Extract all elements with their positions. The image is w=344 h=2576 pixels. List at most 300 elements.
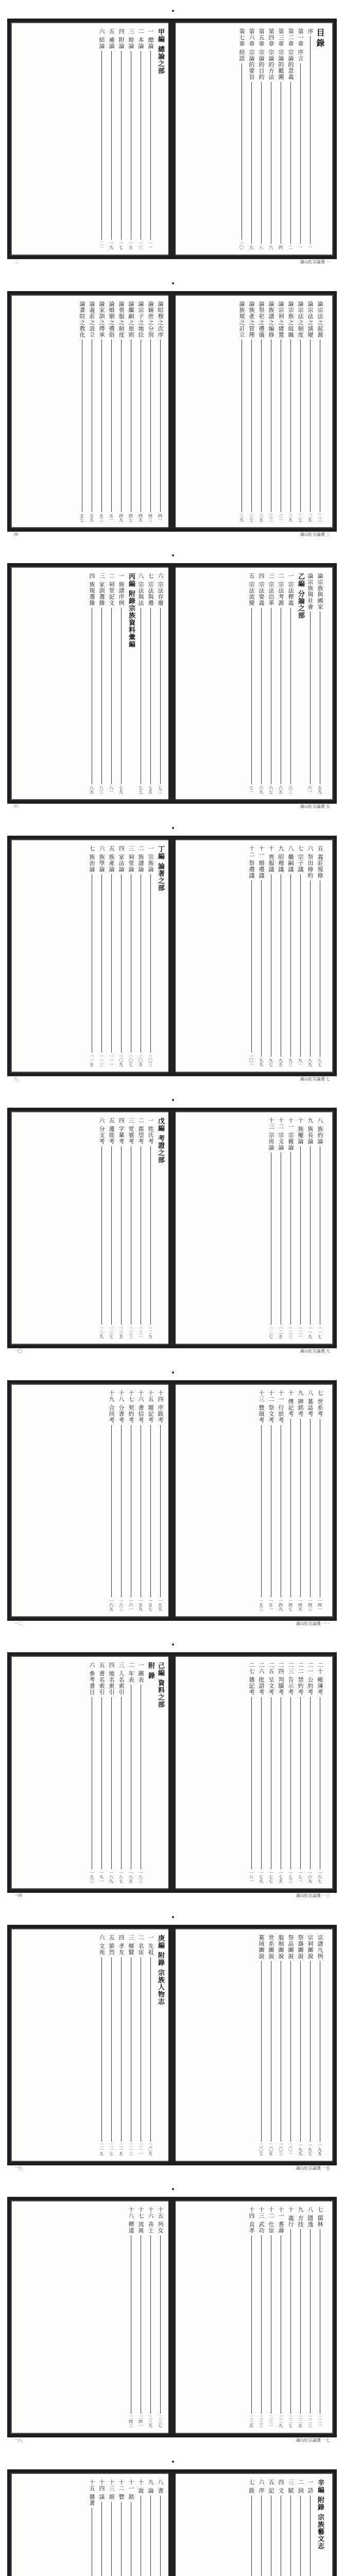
page-number: 二二三 bbox=[307, 2415, 313, 2428]
page-number: 二一 bbox=[99, 241, 104, 249]
entry-text: 二 祠堂記文 bbox=[108, 573, 115, 606]
entry-text: 十 喪服議 bbox=[268, 845, 274, 873]
toc-entry bbox=[127, 1935, 135, 2156]
page-title bbox=[316, 28, 324, 249]
spread bbox=[0, 1906, 344, 2179]
leader-line bbox=[261, 608, 262, 785]
toc-entry bbox=[127, 1117, 135, 1338]
page-number: 二〇五 bbox=[268, 2143, 273, 2156]
toc-entry bbox=[97, 1662, 106, 1883]
entry-text: 二 郡望考 bbox=[137, 1117, 144, 1145]
toc-entry bbox=[97, 2479, 106, 2576]
toc-entry bbox=[257, 1662, 265, 1883]
page-number: 一五 bbox=[128, 241, 133, 249]
entry-text: 第七章 結語 bbox=[238, 28, 245, 62]
entry-text: 十 傳記考 bbox=[287, 1390, 294, 1417]
leader-line bbox=[251, 82, 252, 244]
toc-entry bbox=[127, 28, 135, 249]
entry-text: 四 附論 bbox=[118, 28, 125, 49]
leader-line bbox=[290, 1153, 291, 1325]
leader-line bbox=[290, 2229, 291, 2414]
entry-text: 丙編 附錄宗族資料彙編 bbox=[127, 573, 135, 648]
page-number: 八一 bbox=[109, 786, 114, 794]
toc-entry bbox=[127, 2479, 135, 2576]
page-number: 二三七 bbox=[158, 2415, 163, 2428]
toc-entry bbox=[296, 845, 304, 1066]
toc-entry bbox=[247, 28, 255, 249]
leader-line bbox=[290, 82, 291, 244]
leader-line bbox=[300, 63, 301, 244]
leader-line bbox=[150, 1957, 151, 2142]
page-number: 二五 bbox=[307, 514, 313, 522]
toc-entry bbox=[146, 1390, 154, 1611]
entry-text: 二三 告示考 bbox=[287, 1662, 294, 1696]
entry-text: 六 祭田條約 bbox=[307, 845, 314, 879]
toc-entry bbox=[237, 301, 246, 522]
entry-text: 三 餘論 bbox=[128, 28, 134, 49]
toc-entry bbox=[267, 573, 275, 794]
page-frame bbox=[7, 563, 337, 809]
leader-line bbox=[310, 1697, 311, 1870]
leader-line bbox=[290, 608, 291, 785]
toc-entry bbox=[107, 1935, 115, 2156]
leader-line bbox=[111, 874, 112, 1053]
toc-entry bbox=[97, 301, 106, 522]
leader-line bbox=[101, 1697, 102, 1870]
right-page bbox=[175, 1117, 329, 1338]
toc-entry bbox=[277, 1935, 285, 2156]
leader-line bbox=[290, 1697, 291, 1870]
toc-entry bbox=[156, 1390, 164, 1611]
leader-line bbox=[121, 1425, 122, 1598]
entry-text: 第三章 宗論的範圍 bbox=[278, 28, 284, 80]
entry-text: 三 鄉賢 bbox=[128, 1935, 134, 1956]
toc-entry bbox=[88, 1662, 96, 1883]
page-number: 一三七 bbox=[109, 1326, 114, 1338]
page-number: 一八三 bbox=[138, 1871, 143, 1883]
page-number: 八三 bbox=[99, 786, 104, 794]
entry-text: 四 宗法要義 bbox=[258, 573, 265, 606]
toc-entry bbox=[286, 573, 295, 794]
left-page bbox=[15, 1117, 169, 1338]
spread bbox=[0, 817, 344, 1090]
leader-line bbox=[121, 51, 122, 240]
toc-entry bbox=[306, 2207, 314, 2428]
leader-line bbox=[111, 608, 112, 785]
entry-text: 十一 宗親論 bbox=[287, 1117, 294, 1151]
leader-line bbox=[310, 36, 311, 244]
page-number: 一四三 bbox=[307, 1599, 313, 1611]
entry-text: 五 族產論 bbox=[108, 845, 115, 873]
page-number: 一二七 bbox=[268, 1326, 273, 1338]
page-number: 一三一 bbox=[138, 1326, 143, 1338]
left-page bbox=[15, 1662, 169, 1883]
page-number: 一 bbox=[298, 245, 303, 249]
entry-text: 五 義莊規條 bbox=[317, 845, 323, 879]
leader-line bbox=[261, 2496, 262, 2576]
entry-text: 第六章 宗論的要旨 bbox=[248, 28, 255, 80]
left-page bbox=[15, 2479, 169, 2576]
toc-entry bbox=[247, 845, 255, 1066]
entry-text: 七 宗法與禮 bbox=[147, 573, 154, 606]
entry-text: 二 族譜論 bbox=[137, 845, 144, 873]
page-number: 一六九 bbox=[307, 1871, 313, 1883]
toc-entry bbox=[117, 573, 125, 794]
binding-mark bbox=[172, 282, 174, 284]
entry-text: 十八 分書考 bbox=[118, 1390, 125, 1423]
right-page bbox=[175, 1390, 329, 1611]
leader-line bbox=[101, 340, 102, 512]
entry-text: 十三 贊頌考 bbox=[258, 1390, 265, 1423]
page-number: 一七 bbox=[118, 241, 124, 249]
toc-entry bbox=[257, 1935, 265, 2156]
page-number: 二四一 bbox=[138, 2415, 143, 2428]
page-frame bbox=[7, 291, 337, 537]
page-number: 四一 bbox=[158, 514, 163, 522]
leader-line bbox=[101, 874, 102, 1053]
toc-entry bbox=[286, 1390, 295, 1611]
leader-line bbox=[111, 1146, 112, 1325]
entry-text: 十五 列女 bbox=[157, 2207, 164, 2234]
page-number: 一四七 bbox=[288, 1599, 293, 1611]
toc-entry bbox=[267, 301, 275, 522]
entry-text: 四 文 bbox=[278, 2479, 284, 2494]
toc-entry bbox=[306, 1117, 314, 1338]
entry-text: 論嫡庶之分別 bbox=[147, 301, 154, 338]
entry-text: 七 宗子議 bbox=[297, 845, 304, 873]
entry-text: 服制圖說 bbox=[278, 1935, 284, 1959]
page-number: 二一九 bbox=[99, 2143, 104, 2156]
leader-line bbox=[251, 1697, 252, 1870]
entry-text: 論族產之管理 bbox=[248, 301, 255, 338]
toc-entry bbox=[306, 2479, 314, 2576]
toc-entry bbox=[277, 573, 285, 794]
entry-text: 十九 合同考 bbox=[108, 1390, 115, 1423]
entry-text: 十五 雜著 bbox=[89, 2479, 95, 2506]
leader-line bbox=[150, 2235, 151, 2414]
folio-left: 一四 bbox=[14, 1893, 22, 1898]
page-number: 四九 bbox=[118, 514, 124, 522]
toc-entry bbox=[146, 573, 154, 794]
leader-line bbox=[310, 1146, 311, 1325]
entry-text: 論書院之教化 bbox=[79, 301, 85, 338]
toc-entry bbox=[316, 1117, 324, 1338]
entry-text: 十三 武功 bbox=[258, 2207, 265, 2234]
page-number: 一〇九 bbox=[118, 1054, 124, 1066]
spread bbox=[0, 545, 344, 817]
toc-entry bbox=[286, 2479, 295, 2576]
toc-entry bbox=[316, 1390, 324, 1611]
entry-text: 六 結論 bbox=[98, 28, 105, 49]
leader-line bbox=[300, 874, 301, 1057]
entry-text: 十三 宗房論 bbox=[268, 1117, 274, 1151]
entry-text: 論宗族之組織 bbox=[287, 301, 294, 338]
leader-line bbox=[101, 608, 102, 785]
entry-text: 論族譜之編修 bbox=[268, 301, 274, 338]
toc-entry bbox=[267, 845, 275, 1066]
toc-entry bbox=[78, 301, 86, 522]
entry-text: 宗祠圖說 bbox=[307, 1935, 314, 1959]
toc-entry bbox=[296, 1662, 304, 1883]
entry-text: 八 繼嗣議 bbox=[287, 845, 294, 873]
toc-entry bbox=[296, 301, 304, 522]
entry-text: 七 儒林 bbox=[317, 2207, 323, 2228]
page-frame bbox=[7, 1652, 337, 1898]
toc-entry bbox=[286, 2207, 295, 2428]
entry-text: 一 詩 bbox=[307, 2479, 314, 2494]
page-number: 二二七 bbox=[288, 2415, 293, 2428]
page-number: 一九五 bbox=[317, 2143, 322, 2156]
entry-text: 十 說 bbox=[137, 2479, 144, 2494]
leader-line bbox=[160, 2496, 161, 2576]
entry-text: 十 族權論 bbox=[297, 1117, 304, 1145]
toc-entry bbox=[267, 1390, 275, 1611]
toc-entry bbox=[316, 2207, 324, 2428]
entry-text: 論宗族與社會 bbox=[307, 573, 314, 610]
toc-entry bbox=[296, 2207, 304, 2428]
left-page bbox=[15, 1390, 169, 1611]
entry-text: 四 孝友 bbox=[118, 1935, 125, 1956]
toc-entry bbox=[107, 1662, 115, 1883]
toc-entry bbox=[286, 1117, 295, 1338]
toc-entry bbox=[286, 1662, 295, 1883]
page-number: 一〇一 bbox=[249, 1054, 254, 1066]
toc-entry bbox=[146, 2207, 154, 2428]
page-number: 一三 bbox=[138, 241, 143, 249]
entry-text: 八 宗法與法 bbox=[137, 573, 144, 606]
entry-text: 十六 書信考 bbox=[137, 1390, 144, 1423]
left-page bbox=[15, 1935, 169, 2156]
entry-text: 七 跋 bbox=[248, 2479, 255, 2494]
entry-text: 第二章 宗論的意義 bbox=[287, 28, 294, 80]
leader-line bbox=[101, 2502, 102, 2576]
page-frame bbox=[7, 836, 337, 1081]
page-number: 一二一 bbox=[298, 1326, 303, 1338]
toc-entry bbox=[136, 1390, 145, 1611]
entry-text: 一 總論 bbox=[147, 28, 154, 49]
toc-entry bbox=[316, 1935, 324, 2156]
page-number: 二二五 bbox=[298, 2415, 303, 2428]
leader-line bbox=[310, 2496, 311, 2576]
toc-entry bbox=[107, 2479, 115, 2576]
entry-text: 一 姓氏考 bbox=[147, 1117, 154, 1145]
entry-text: 九 碑銘考 bbox=[297, 1390, 304, 1417]
entry-text: 論宗子之地位 bbox=[137, 301, 144, 338]
leader-line bbox=[121, 340, 122, 512]
leader-line bbox=[261, 1425, 262, 1598]
toc-entry bbox=[127, 1662, 135, 1883]
page-frame bbox=[7, 19, 337, 264]
entry-text: 五 宗法流變 bbox=[248, 573, 255, 606]
page-number: 四七 bbox=[128, 514, 133, 522]
entry-text: 一 宗族論 bbox=[147, 845, 154, 873]
entry-text: 論喪服之制度 bbox=[118, 301, 125, 338]
section-heading bbox=[156, 28, 164, 249]
page-number: 一七九 bbox=[259, 1871, 264, 1883]
leader-line bbox=[121, 2502, 122, 2576]
entry-text: 第一章 序言 bbox=[297, 28, 304, 62]
entry-text: 四 字輩考 bbox=[118, 1117, 125, 1145]
leader-line bbox=[310, 880, 311, 1057]
page-number: 一九一 bbox=[99, 1871, 104, 1883]
entry-text: 論繼嗣之原則 bbox=[128, 301, 134, 338]
right-page bbox=[175, 2207, 329, 2428]
entry-text: 五 遷徙考 bbox=[108, 1117, 115, 1145]
leader-line bbox=[121, 1957, 122, 2142]
entry-text: 二 宗法考源 bbox=[278, 573, 284, 606]
toc-entry bbox=[316, 573, 324, 794]
page-number: 七九 bbox=[118, 786, 124, 794]
toc-entry bbox=[306, 845, 314, 1066]
page-number: 六 bbox=[268, 245, 273, 249]
page-number: 一七五 bbox=[278, 1871, 283, 1883]
page-number: 四 bbox=[278, 245, 283, 249]
left-page bbox=[15, 2207, 169, 2428]
folio-right: 滿山紅宗論選 三 bbox=[300, 532, 330, 537]
entry-text: 論祭祀之禮儀 bbox=[258, 301, 265, 338]
entry-text: 五 節烈 bbox=[108, 1935, 115, 1956]
entry-text: 論宗祠之建置 bbox=[278, 301, 284, 338]
leader-line bbox=[310, 1961, 311, 2142]
entry-text: 八 書 bbox=[157, 2479, 164, 2494]
entry-text: 戊編 考證之部 bbox=[157, 1117, 164, 1164]
toc-entry bbox=[316, 845, 324, 1066]
page-number: 一五七 bbox=[148, 1599, 153, 1611]
toc-entry bbox=[257, 845, 265, 1066]
folio-right: 滿山紅宗論選 一五 bbox=[296, 2166, 330, 2171]
leader-line bbox=[150, 51, 151, 240]
toc-entry bbox=[286, 845, 295, 1066]
leader-line bbox=[310, 612, 311, 784]
right-page bbox=[175, 845, 329, 1066]
page-number: 一一七 bbox=[317, 1326, 322, 1338]
toc-entry bbox=[316, 301, 324, 522]
page-number: 一一三 bbox=[99, 1054, 104, 1066]
page-number: 九 bbox=[249, 245, 254, 249]
page-number: 一〇七 bbox=[128, 1054, 133, 1066]
section-heading bbox=[127, 573, 135, 794]
leader-line bbox=[111, 1697, 112, 1870]
page-number: 三一 bbox=[278, 514, 283, 522]
entry-text: 三 家訓選錄 bbox=[98, 573, 105, 606]
toc-entry bbox=[257, 573, 265, 794]
right-page bbox=[175, 573, 329, 794]
right-page bbox=[175, 28, 329, 249]
toc-entry bbox=[117, 28, 125, 249]
page-number: 二〇九 bbox=[148, 2143, 153, 2156]
entry-text: 二 本論 bbox=[137, 28, 144, 49]
entry-text: 一 宗法釋義 bbox=[287, 573, 294, 606]
leader-line bbox=[160, 340, 161, 512]
toc-entry bbox=[267, 1117, 275, 1338]
entry-text: 十二 祭文考 bbox=[268, 1390, 274, 1423]
leader-line bbox=[251, 340, 252, 512]
entry-text: 十五 題記考 bbox=[147, 1390, 154, 1423]
section-heading bbox=[156, 1662, 164, 1883]
leader-line bbox=[300, 1961, 301, 2142]
toc-entry bbox=[107, 845, 115, 1066]
spread bbox=[0, 1362, 344, 1634]
page-number: 五九 bbox=[317, 786, 322, 794]
toc-entry bbox=[277, 1662, 285, 1883]
toc-entry bbox=[146, 1935, 154, 2156]
page-number: 一八七 bbox=[118, 1871, 124, 1883]
section-heading bbox=[156, 1935, 164, 2156]
entry-text: 論家訓之傳承 bbox=[98, 301, 105, 338]
toc-entry bbox=[267, 1935, 275, 2156]
page-number: 一四一 bbox=[317, 1599, 322, 1611]
page-number: 一六三 bbox=[118, 1599, 124, 1611]
page-number: 九一 bbox=[298, 1058, 303, 1066]
entry-text: 二 年表 bbox=[128, 1662, 134, 1683]
page-number: 二三五 bbox=[249, 2415, 254, 2428]
entry-text: 十一 行狀考 bbox=[278, 1390, 284, 1423]
entry-text: 一 族譜序例 bbox=[118, 573, 125, 606]
entry-text: 十四 序跋考 bbox=[157, 1390, 164, 1423]
toc-entry bbox=[88, 845, 96, 1066]
toc-entry bbox=[146, 28, 154, 249]
entry-text: 二六 批語考 bbox=[258, 1662, 265, 1696]
toc-entry bbox=[127, 2207, 135, 2428]
page-number: 八九 bbox=[307, 1058, 313, 1066]
leader-line bbox=[310, 340, 311, 512]
toc-entry bbox=[97, 845, 106, 1066]
leader-line bbox=[111, 2502, 112, 2576]
page-frame bbox=[7, 1925, 337, 2171]
leader-line bbox=[150, 2496, 151, 2576]
page-frame bbox=[7, 1108, 337, 1353]
leader-line bbox=[111, 1957, 112, 2142]
entry-text: 八 隱逸 bbox=[307, 2207, 314, 2228]
toc-entry bbox=[136, 845, 145, 1066]
page-frame bbox=[7, 1380, 337, 1626]
page-number: 五一 bbox=[109, 514, 114, 522]
entry-text: 二二 禁約考 bbox=[297, 1662, 304, 1696]
toc-entry bbox=[247, 2479, 255, 2576]
leader-line bbox=[150, 1146, 151, 1325]
leader-line bbox=[160, 2235, 161, 2414]
toc-entry bbox=[247, 301, 255, 522]
leader-line bbox=[290, 1419, 291, 1598]
spread bbox=[0, 2451, 344, 2576]
right-page bbox=[175, 301, 329, 522]
entry-text: 八 族約論 bbox=[317, 1117, 323, 1145]
section-heading bbox=[316, 2479, 324, 2576]
page-number: 一三五 bbox=[118, 1326, 124, 1338]
entry-text: 十八 釋道 bbox=[128, 2207, 134, 2234]
entry-text: 五 補論 bbox=[108, 28, 115, 49]
entry-text: 墓域圖說 bbox=[258, 1935, 265, 1959]
entry-text: 六 序 bbox=[258, 2479, 265, 2494]
page-number: 九九 bbox=[259, 1058, 264, 1066]
entry-text: 丁編 論著之部 bbox=[157, 845, 164, 892]
toc-entry bbox=[156, 2479, 164, 2576]
page-number: 六三 bbox=[288, 786, 293, 794]
leader-line bbox=[310, 1419, 311, 1598]
page-number: 九七 bbox=[268, 1058, 273, 1066]
toc-entry bbox=[127, 301, 135, 522]
toc-entry bbox=[107, 1117, 115, 1338]
entry-text: 論昭穆之次序 bbox=[157, 301, 164, 338]
toc-entry bbox=[97, 573, 106, 794]
entry-text: 六 分支考 bbox=[98, 1117, 105, 1145]
page-number: 二〇三 bbox=[278, 2143, 283, 2156]
leader-line bbox=[101, 1146, 102, 1325]
leader-line bbox=[251, 880, 252, 1053]
leader-line bbox=[160, 1425, 161, 1598]
right-page bbox=[175, 1662, 329, 1883]
toc-entry bbox=[136, 2207, 145, 2428]
